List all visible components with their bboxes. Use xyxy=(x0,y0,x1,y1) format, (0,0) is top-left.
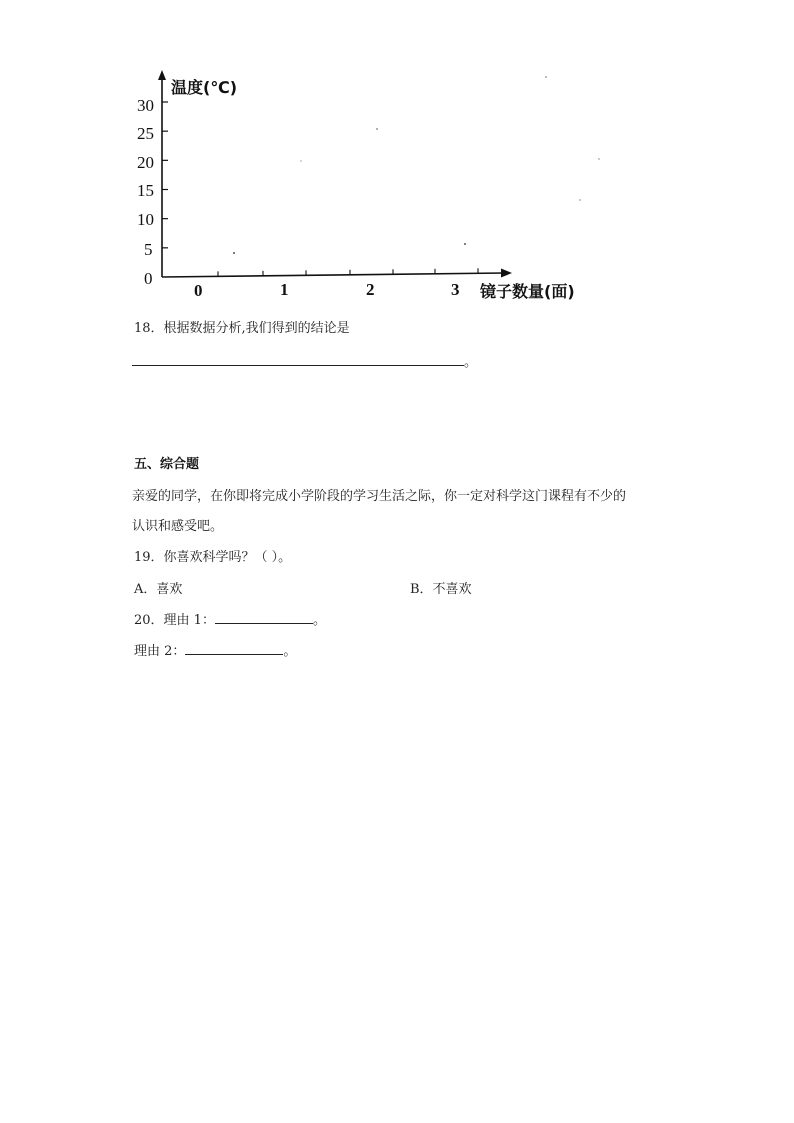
answer-blank[interactable] xyxy=(132,353,464,366)
y-tick-label: 30 xyxy=(137,96,154,115)
option-a[interactable]: A．喜欢 xyxy=(134,582,183,597)
option-b[interactable]: B．不喜欢 xyxy=(410,582,472,597)
section-title: 五、综合题 xyxy=(134,457,200,472)
y-tick-label: 15 xyxy=(137,181,154,200)
question-20-reason-1 xyxy=(134,609,326,628)
scan-speck xyxy=(233,252,235,254)
question-18-prompt: 18．根据数据分析,我们得到的结论是 xyxy=(134,321,350,336)
scan-speck xyxy=(300,160,302,162)
question-20-reason-2 xyxy=(134,640,296,659)
y-tick-label: 25 xyxy=(137,124,154,143)
y-tick-label: 20 xyxy=(137,153,154,172)
scan-speck xyxy=(579,199,581,201)
x-axis-arrow xyxy=(501,269,512,278)
reason-2-label: 理由 2： xyxy=(134,644,186,659)
reason-1-end: 。 xyxy=(312,613,326,628)
question-18 xyxy=(134,317,350,336)
x-axis-line xyxy=(162,273,504,277)
y-tick-label: 10 xyxy=(137,210,154,229)
reason-1-label: 20．理由 1： xyxy=(134,613,215,628)
question-18-end: 。 xyxy=(464,355,478,370)
x-tick-label: 1 xyxy=(280,280,289,299)
question-18-answer-line xyxy=(132,351,477,370)
x-tick-label: 2 xyxy=(366,280,375,299)
y-tick-label: 0 xyxy=(144,269,153,288)
section-intro-line-2: 认识和感受吧。 xyxy=(132,519,224,534)
y-tick-label: 5 xyxy=(144,240,153,259)
temperature-chart xyxy=(130,62,630,307)
scan-speck xyxy=(376,128,378,130)
chart-svg xyxy=(130,62,630,307)
x-tick-label: 3 xyxy=(451,280,460,299)
y-axis-arrow xyxy=(158,70,166,80)
reason-1-blank[interactable] xyxy=(215,611,313,624)
x-tick-label: 0 xyxy=(194,281,203,300)
question-19: 19．你喜欢科学吗？（ ）。 xyxy=(134,550,292,565)
section-intro-line-1: 亲爱的同学，在你即将完成小学阶段的学习生活之际，你一定对科学这门课程有不少的 xyxy=(132,489,627,504)
scan-speck xyxy=(464,243,466,245)
scan-speck xyxy=(545,76,547,78)
scan-speck xyxy=(598,158,600,160)
x-axis-title: 镜子数量(面) xyxy=(480,282,575,301)
reason-2-end: 。 xyxy=(283,644,297,659)
reason-2-blank[interactable] xyxy=(185,642,283,655)
y-axis-title: 温度(℃) xyxy=(171,78,238,97)
